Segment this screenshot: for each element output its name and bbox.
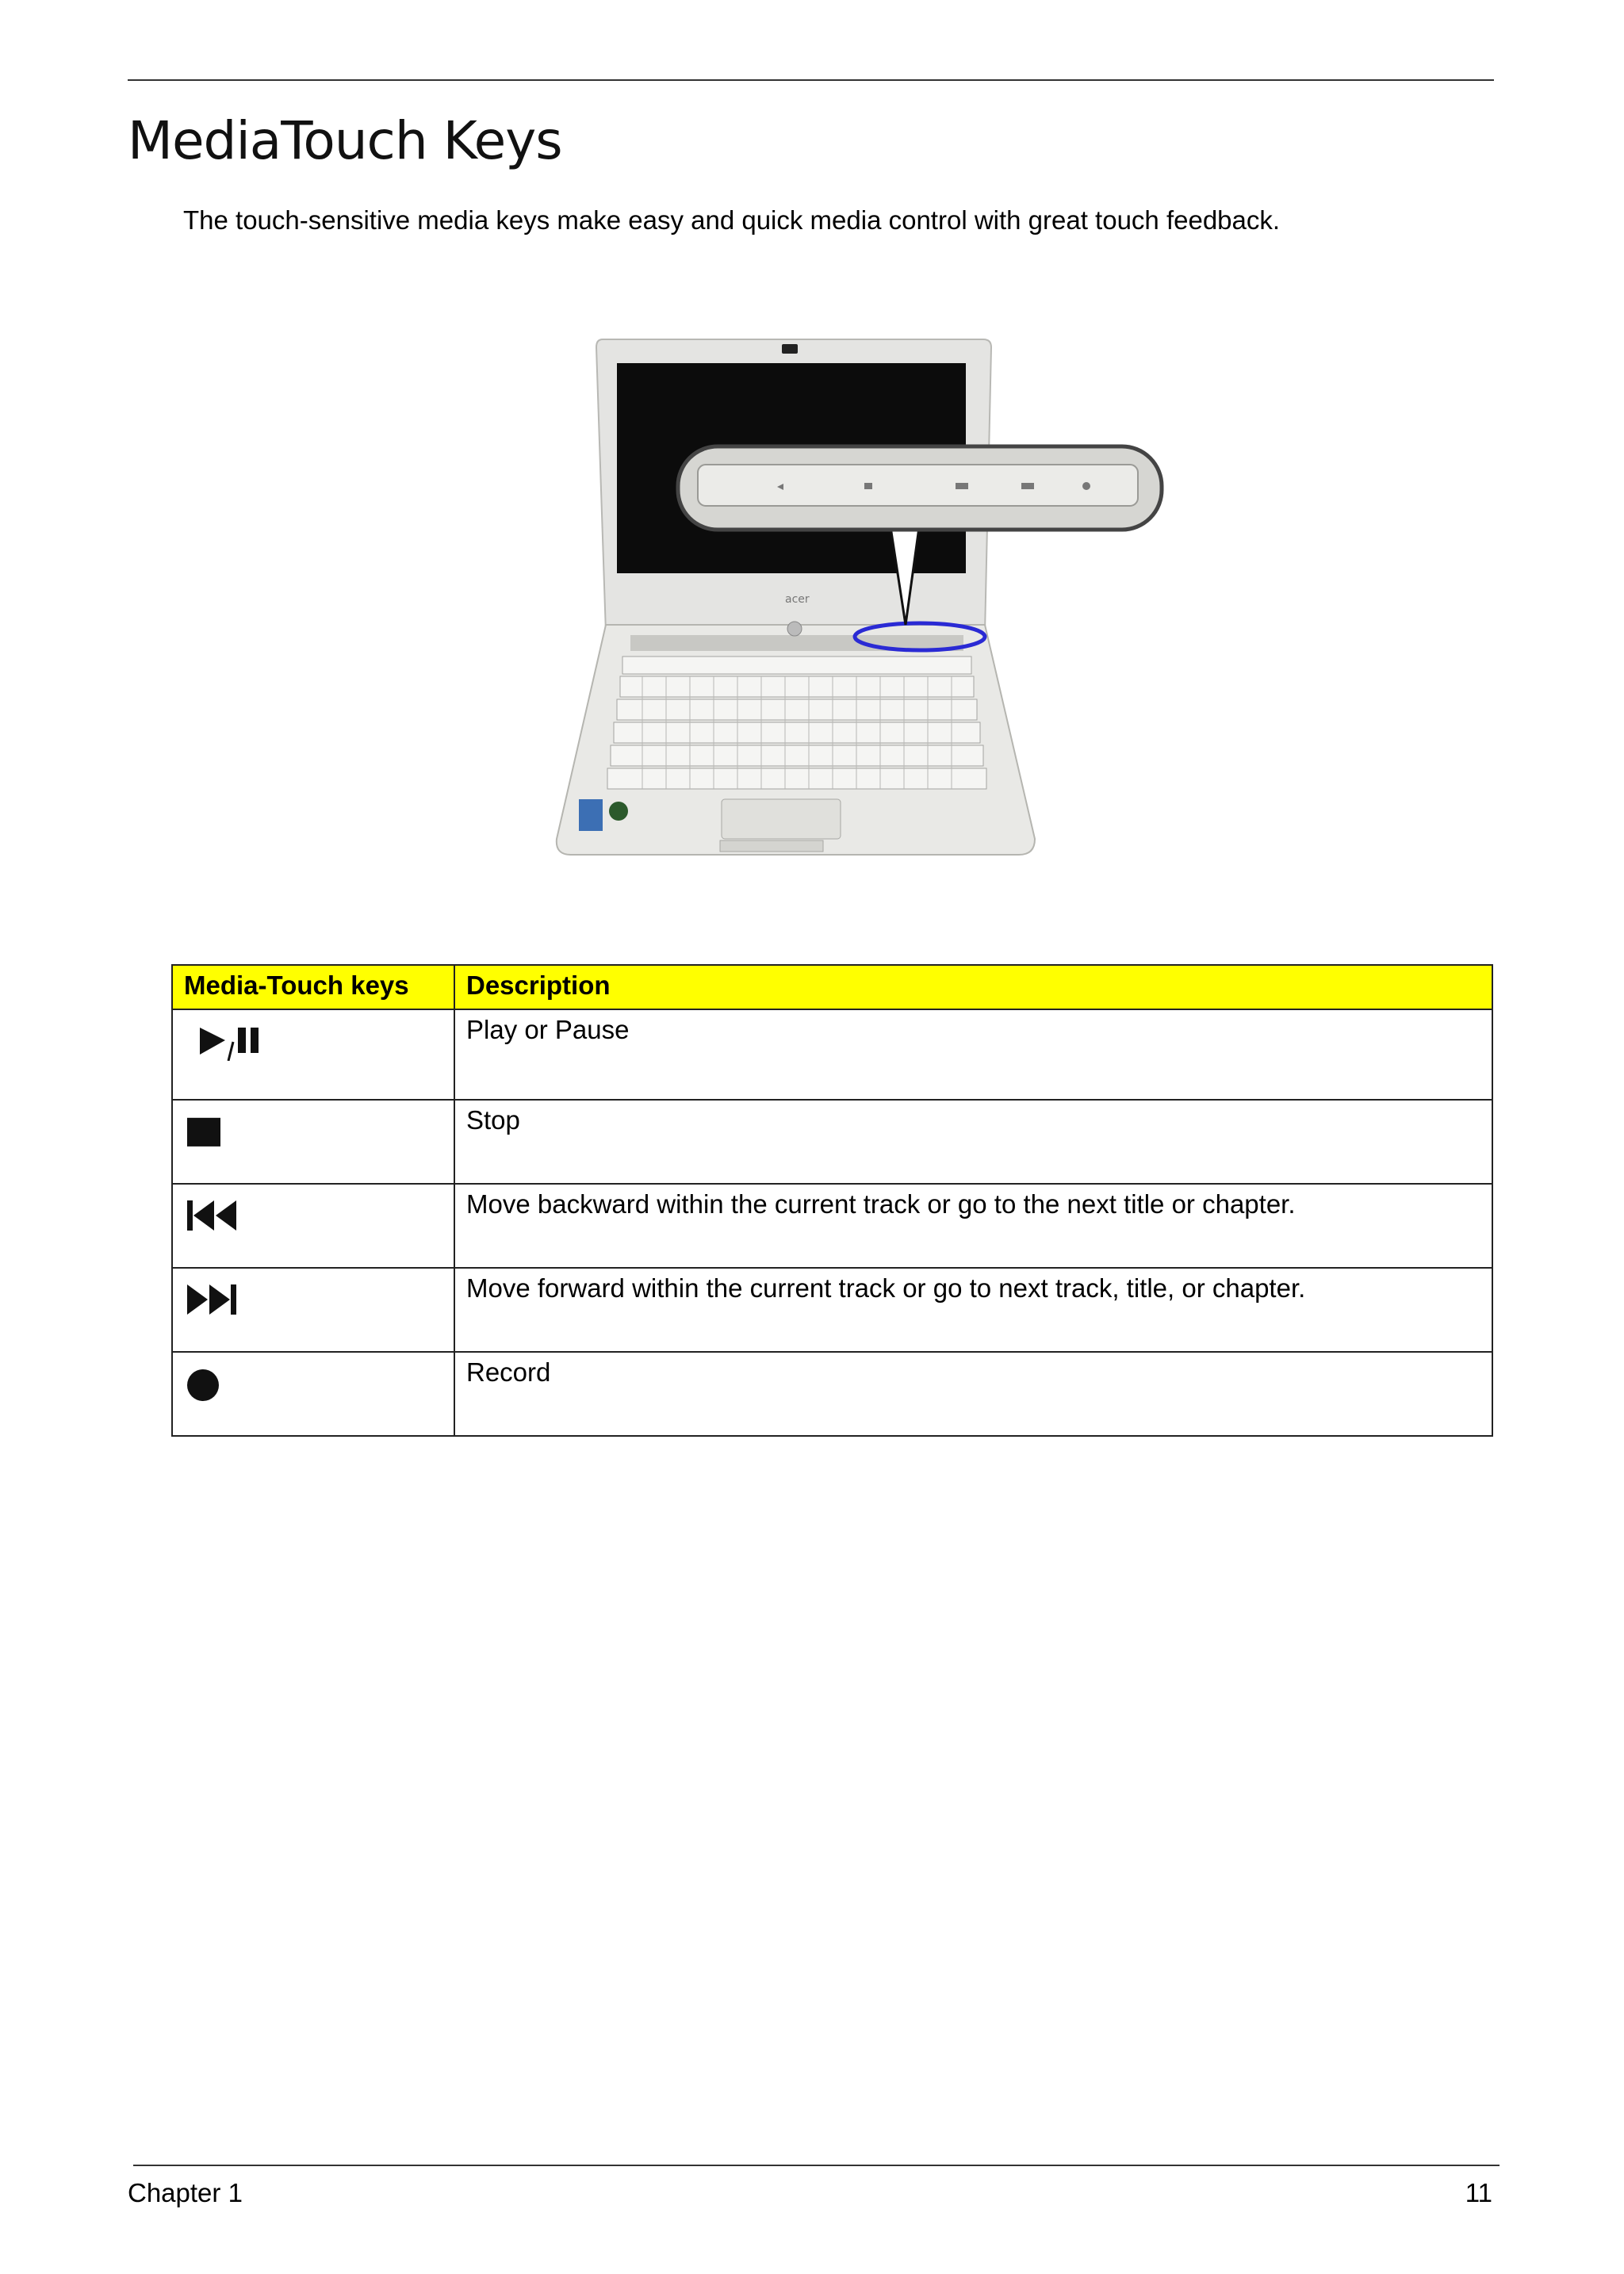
laptop-figure xyxy=(547,323,1182,879)
table-row xyxy=(172,1352,1492,1436)
table-row xyxy=(172,1268,1492,1352)
top-rule xyxy=(128,79,1494,81)
next-track-icon xyxy=(184,1283,442,1316)
record-icon xyxy=(184,1367,442,1402)
stop-icon xyxy=(184,1115,442,1148)
page-title: MediaTouch Keys xyxy=(128,110,562,171)
table-header-row xyxy=(172,965,1492,1009)
key-description: Play or Pause xyxy=(454,1009,1492,1100)
footer-chapter: Chapter 1 xyxy=(128,2178,243,2207)
key-icon-cell xyxy=(172,1009,454,1100)
key-icon-cell xyxy=(172,1268,454,1352)
key-icon-cell xyxy=(172,1184,454,1268)
key-icon-cell xyxy=(172,1352,454,1436)
brand-logo: acer xyxy=(785,593,810,606)
table-row xyxy=(172,1184,1492,1268)
key-icon-cell xyxy=(172,1100,454,1184)
media-keys-table xyxy=(171,964,1493,1437)
key-description: Stop xyxy=(454,1100,1492,1184)
table-row xyxy=(172,1009,1492,1100)
header-description: Description xyxy=(454,965,1492,1009)
play-pause-icon xyxy=(184,1024,442,1061)
previous-track-icon xyxy=(184,1199,442,1232)
bottom-rule xyxy=(133,2165,1500,2166)
laptop-illustration xyxy=(547,323,1182,879)
key-description: Move backward within the current track or go to the next title or chapter. xyxy=(454,1184,1492,1268)
intro-text: The touch-sensitive media keys make easy and quick media control with great touch feedback. xyxy=(183,205,1281,235)
key-description: Move forward within the current track or go to next track, title, or chapter. xyxy=(454,1268,1492,1352)
header-media-touch-keys: Media-Touch keys xyxy=(172,965,454,1009)
table-row xyxy=(172,1100,1492,1184)
footer-page-number: 11 xyxy=(1465,2178,1492,2207)
key-description: Record xyxy=(454,1352,1492,1436)
